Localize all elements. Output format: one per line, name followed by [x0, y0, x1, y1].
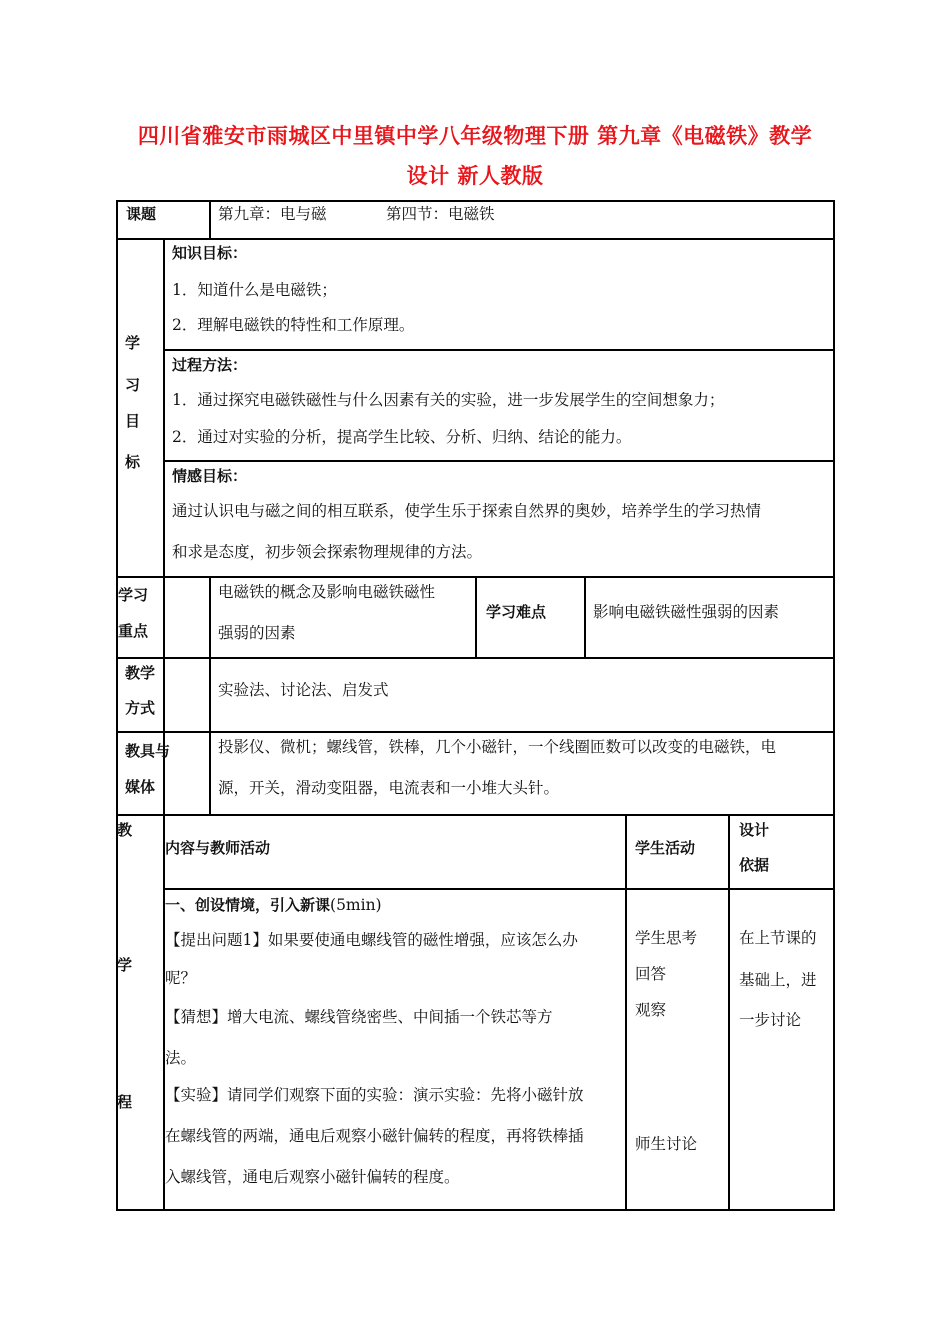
document-title-line2: 设计 新人教版 [406, 164, 544, 188]
section1-time: (5min) [330, 896, 382, 914]
topic-label: 课题 [126, 205, 157, 223]
student-line-3: 观察 [635, 1001, 667, 1019]
document-title-line1: 四川省雅安市雨城区中里镇中学八年级物理下册 第九章《电磁铁》教学 [137, 124, 813, 148]
topic-section: 第四节：电磁铁 [386, 205, 495, 223]
emotion-line-2: 和求是态度，初步领会探索物理规律的方法。 [172, 543, 483, 561]
content-line-7: 入螺线管，通电后观察小磁针偏转的程度。 [165, 1168, 460, 1186]
key-points-label-line2: 重点 [118, 622, 149, 640]
key-points-content-line2: 强弱的因素 [218, 624, 296, 642]
objectives-side-char-4: 标 [125, 453, 141, 471]
content-line-6: 在螺线管的两端，通电后观察小磁针偏转的程度，再将铁棒插 [165, 1127, 584, 1145]
media-label-line2: 媒体 [125, 778, 156, 796]
teaching-method-label-line2: 方式 [125, 699, 156, 717]
media-label-line1: 教具与 [125, 742, 171, 760]
section1-heading-row [165, 895, 382, 915]
key-points-label-line1: 学习 [118, 586, 149, 604]
objectives-side-char-3: 目 [125, 412, 141, 430]
basis-line-1: 在上节课的 [739, 929, 817, 947]
header-student: 学生活动 [635, 839, 696, 857]
knowledge-item-1: 1．知道什么是电磁铁； [172, 281, 337, 299]
topic-chapter: 第九章：电与磁 [218, 205, 327, 223]
teaching-method-content: 实验法、讨论法、启发式 [218, 681, 389, 699]
knowledge-heading: 知识目标： [172, 244, 248, 262]
process-heading: 过程方法： [172, 356, 248, 374]
content-line-4: 法。 [165, 1049, 197, 1067]
emotion-heading: 情感目标： [172, 467, 248, 485]
header-basis-line1: 设计 [739, 821, 770, 839]
student-line-2: 回答 [635, 965, 667, 983]
basis-line-3: 一步讨论 [739, 1011, 802, 1029]
emotion-line-1: 通过认识电与磁之间的相互联系，使学生乐于探索自然界的奥妙，培养学生的学习热情 [172, 502, 762, 520]
content-line-3: 【猜想】增大电流、螺线管绕密些、中间插一个铁芯等方 [165, 1008, 553, 1026]
media-line-2: 源，开关，滑动变阻器，电流表和一小堆大头针。 [218, 779, 560, 797]
process-side-char-3: 程 [117, 1093, 133, 1111]
difficulty-label: 学习难点 [486, 603, 547, 621]
content-line-2: 呢？ [165, 969, 197, 987]
basis-line-2: 基础上，进 [739, 971, 817, 989]
objectives-side-char-2: 习 [125, 376, 141, 394]
content-line-1: 【提出问题1】如果要使通电螺线管的磁性增强，应该怎么办 [165, 931, 578, 949]
media-line-1: 投影仪、微机；螺线管，铁棒，几个小磁针，一个线圈匝数可以改变的电磁铁，电 [218, 738, 777, 756]
objectives-side-char-1: 学 [125, 334, 141, 352]
process-side-char-2: 学 [117, 956, 133, 974]
process-side-char-1: 教 [117, 821, 133, 839]
process-item-2: 2．通过对实验的分析，提高学生比较、分析、归纳、结论的能力。 [172, 428, 632, 446]
header-basis-line2: 依据 [739, 856, 770, 874]
header-content: 内容与教师活动 [165, 839, 271, 857]
student-line-1: 学生思考 [635, 929, 698, 947]
difficulty-content: 影响电磁铁磁性强弱的因素 [593, 603, 780, 621]
knowledge-item-2: 2．理解电磁铁的特性和工作原理。 [172, 316, 415, 334]
teaching-method-label-line1: 教学 [125, 664, 156, 682]
process-item-1: 1．通过探究电磁铁磁性与什么因素有关的实验，进一步发展学生的空间想象力； [172, 391, 725, 409]
section1-heading: 一、创设情境，引入新课 [165, 896, 331, 914]
student-discuss: 师生讨论 [635, 1135, 698, 1153]
key-points-content-line1: 电磁铁的概念及影响电磁铁磁性 [218, 583, 436, 601]
content-line-5: 【实验】请同学们观察下面的实验：演示实验：先将小磁针放 [165, 1086, 584, 1104]
